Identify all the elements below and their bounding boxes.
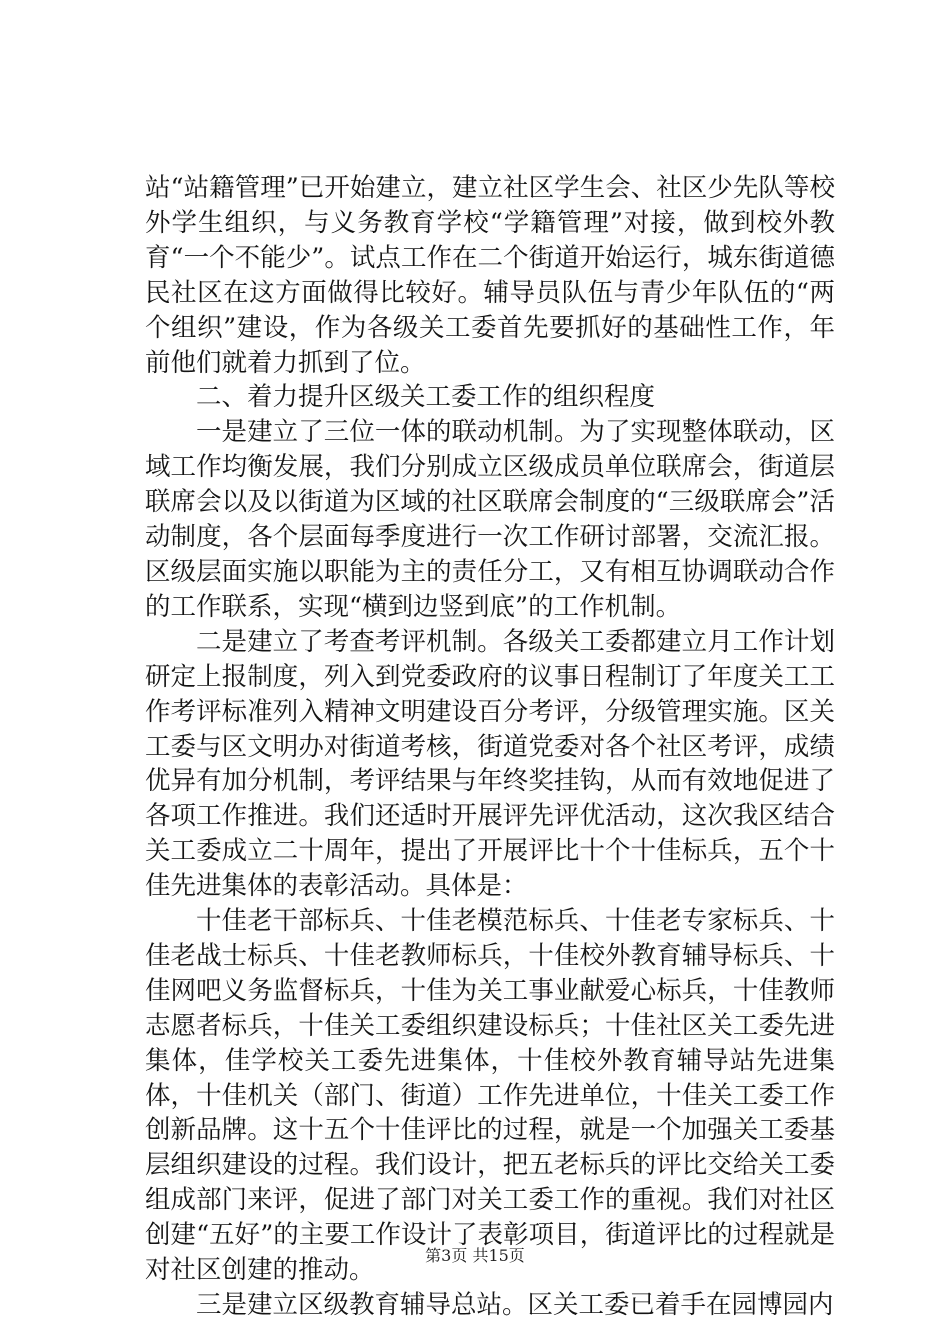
paragraph-2: 一是建立了三位一体的联动机制。为了实现整体联动，区域工作均衡发展，我们分别成立区级成员单位联席会，街道层联席会以及以街道为区域的社区联席会制度的“三级联席会”活动制度，各个层面每季度进行一次工作研讨部署，交流汇报。区级层面实施以职能为主的责任分工，又有相互协调联动合作的工作联系，实现“横到边竖到底”的工作机制。	[145, 417, 835, 622]
paragraph-1: 站“站籍管理”已开始建立，建立社区学生会、社区少先队等校外学生组织，与义务教育学校“学籍管理”对接，做到校外教育“一个不能少”。试点工作在二个街道开始运行，城东街道德民社区在这方面做得比较好。辅导员队伍与青少年队伍的“两个组织”建设，作为各级关工委首先要抓好的基础性工作，年前他们就着力抓到了位。	[145, 173, 835, 378]
paragraph-4: 十佳老干部标兵、十佳老模范标兵、十佳老专家标兵、十佳老战士标兵、十佳老教师标兵，十佳校外教育辅导标兵、十佳网吧义务监督标兵，十佳为关工事业献爱心标兵，十佳教师志愿者标兵，十佳关工委组织建设标兵；十佳社区关工委先进集体，佳学校关工委先进集体，十佳校外教育辅导站先进集体，十佳机关（部门、街道）工作先进单位，十佳关工委工作创新品牌。这十五个十佳评比的过程，就是一个加强关工委基层组织建设的过程。我们设计，把五老标兵的评比交给关工委组成部门来评，促进了部门对关工委工作的重视。我们对社区创建“五好”的主要工作设计了表彰项目，街道评比的过程就是对社区创建的推动。	[145, 906, 835, 1286]
paragraph-3: 二是建立了考查考评机制。各级关工委都建立月工作计划研定上报制度，列入到党委政府的议事日程制订了年度关工工作考评标准列入精神文明建设百分考评，分级管理实施。区关工委与区文明办对街道考核，街道党委对各个社区考评，成绩优异有加分机制，考评结果与年终奖挂钩，从而有效地促进了各项工作推进。我们还适时开展评先评优活动，这次我区结合关工委成立二十周年，提出了开展评比十个十佳标兵，五个十佳先进集体的表彰活动。具体是：	[145, 626, 835, 902]
page-footer: 第3页 共15页	[425, 1246, 525, 1265]
section-heading: 二、着力提升区级关工委工作的组织程度	[196, 382, 656, 413]
document-body	[145, 171, 835, 1323]
paragraph-5: 三是建立区级教育辅导总站。区关工委已着手在园博园内	[196, 1290, 834, 1320]
